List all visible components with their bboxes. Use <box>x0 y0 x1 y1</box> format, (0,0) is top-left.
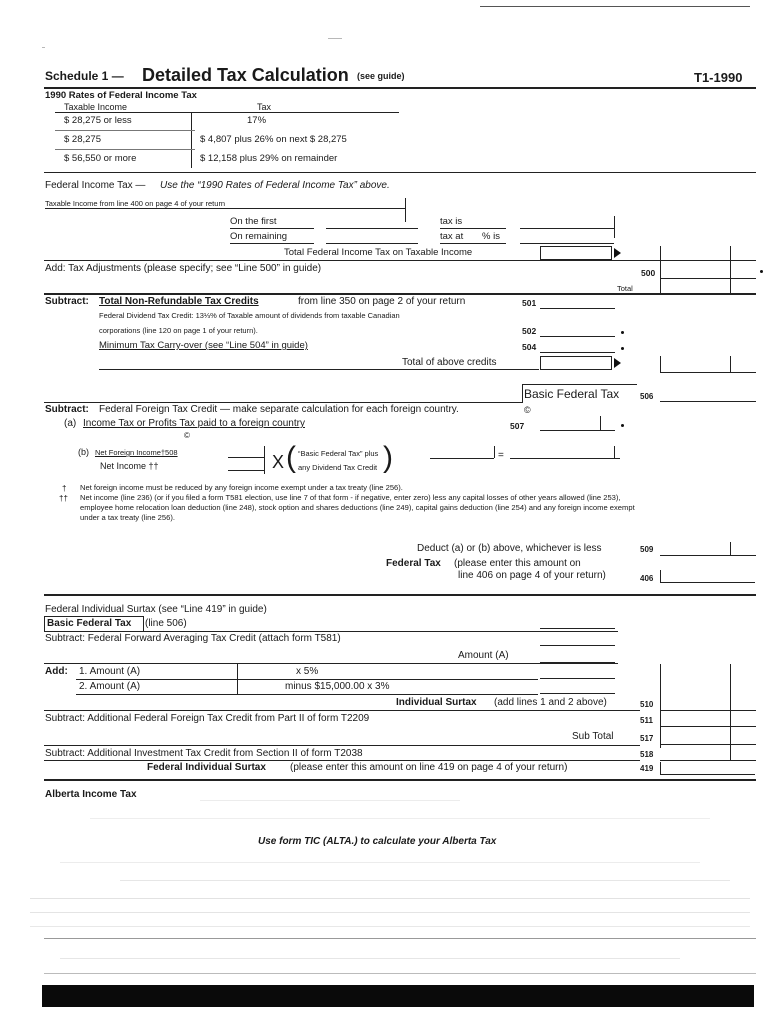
tax-at-field[interactable] <box>520 243 614 244</box>
line-507: 507 <box>510 421 525 431</box>
line-517-field[interactable] <box>660 744 756 745</box>
line-406: 406 <box>640 574 654 583</box>
rule <box>76 694 538 695</box>
on-remaining-label: On remaining <box>230 231 288 242</box>
line-501: 501 <box>522 298 537 308</box>
line-511: 511 <box>640 716 653 725</box>
pct-is-label: % is <box>482 231 500 242</box>
arrow-icon <box>614 358 621 368</box>
subtract-investment-credit: Subtract: Additional Investment Tax Credit from Section II of form T2038 <box>45 748 363 759</box>
faded-line <box>60 958 680 959</box>
section-rule <box>44 172 756 173</box>
subtract-label: Subtract: <box>45 404 89 415</box>
rule <box>230 243 314 244</box>
faded-line <box>60 862 700 863</box>
faded-line <box>90 818 710 819</box>
federal-tax-label: Federal Tax <box>386 558 441 569</box>
item-2-field[interactable] <box>540 693 615 694</box>
rule <box>730 542 731 556</box>
individual-surtax-label: Individual Surtax <box>396 697 477 708</box>
rule <box>44 745 640 746</box>
bullet-icon <box>760 270 763 273</box>
line-504-field[interactable] <box>540 352 615 353</box>
line-419: 419 <box>640 764 654 773</box>
net-income: Net Income †† <box>100 461 159 471</box>
surtax-item-1-calc: x 5% <box>296 666 319 677</box>
rule <box>600 416 601 430</box>
section-rule <box>44 594 756 596</box>
schedule-prefix: Schedule 1 — <box>45 69 124 83</box>
add-label: Add: <box>45 666 68 677</box>
alberta-heading: Alberta Income Tax <box>45 789 137 800</box>
item-a-text: Income Tax or Profits Tax paid to a foreign country <box>83 418 305 429</box>
copyright-mark: © <box>524 405 531 415</box>
result-field[interactable] <box>430 458 494 459</box>
rates-divider <box>191 112 192 168</box>
basic-line-ref: (line 506) <box>145 618 187 629</box>
line-509-field[interactable] <box>660 555 756 556</box>
item-b-label: (b) <box>78 447 89 457</box>
rates-col-income: Taxable Income <box>64 102 128 112</box>
rule <box>730 664 731 748</box>
rule <box>44 760 640 761</box>
dividend-credit-text: Federal Dividend Tax Credit: 13⅓% of Taxable amount of dividends from taxable Canadian <box>99 311 400 320</box>
line-406-field[interactable] <box>660 570 755 583</box>
rates-heading: 1990 Rates of Federal Income Tax <box>45 90 197 101</box>
on-first-label: On the first <box>230 216 277 227</box>
footnote-2: Net income (line 236) (or if you filed a form T581 election, use line 7 of that form - if negative, enter zero) less any capital losses of other years allowed (line 253), employee home relocation loan deduction (line 248), stock option and shares deductions (line 249), capital gains deduction (line 254) and any foreign income exempt under a tax treaty (line 256). <box>80 493 635 522</box>
faded-line <box>30 926 750 927</box>
top-edge-line <box>480 6 750 7</box>
faded-line <box>30 898 750 899</box>
surtax-heading: Federal Individual Surtax (see “Line 419” in guide) <box>45 604 267 615</box>
credits-result-field[interactable] <box>660 372 756 373</box>
form-id: T1-1990 <box>694 70 743 85</box>
surtax-item-2: 2. Amount (A) <box>79 681 141 692</box>
rates-header-rule <box>55 112 399 113</box>
on-remaining-field[interactable] <box>326 243 418 244</box>
speck <box>42 47 45 48</box>
rule <box>614 216 615 238</box>
dividend-credit-text: corporations (line 120 on page 1 of your return). <box>99 326 258 335</box>
rule <box>44 938 756 939</box>
item-a-label: (a) <box>64 418 77 429</box>
rule <box>730 246 731 294</box>
rule <box>230 228 314 229</box>
subtract-additional-foreign: Subtract: Additional Federal Foreign Tax Credit from Part II of form T2209 <box>45 713 370 724</box>
equals-mark: = <box>498 450 504 461</box>
line-500: 500 <box>641 268 656 278</box>
line-507-field[interactable] <box>540 430 615 431</box>
non-refundable-source: from line 350 on page 2 of your return <box>298 296 466 307</box>
rule <box>44 710 640 711</box>
total-credits-box[interactable] <box>540 356 612 370</box>
copyright-mark: © <box>184 431 190 440</box>
paren-open: ( <box>286 441 296 474</box>
amount-a-label: Amount (A) <box>458 650 509 661</box>
section-rule <box>44 293 756 295</box>
rule <box>660 246 661 294</box>
rate-row-tax: 17% <box>247 115 267 126</box>
rule <box>660 664 661 748</box>
dagger-mark: †† <box>59 494 68 503</box>
rule <box>614 446 615 458</box>
rule <box>44 631 618 632</box>
line-419-field[interactable] <box>660 762 755 775</box>
section-rule <box>44 260 756 261</box>
speck <box>328 38 342 39</box>
federal-heading-note: Use the “1990 Rates of Federal Income Tax” above. <box>160 180 390 191</box>
federal-tax-note: (please enter this amount on <box>454 558 581 569</box>
federal-tax-note: line 406 on page 4 of your return) <box>458 570 606 581</box>
federal-surtax-note: (please enter this amount on line 419 on page 4 of your return) <box>290 762 568 773</box>
faded-line <box>120 880 730 881</box>
total-federal-income-tax: Total Federal Income Tax on Taxable Income <box>284 247 473 258</box>
bullet-icon <box>621 424 624 427</box>
rule <box>405 198 406 222</box>
title-note: (see guide) <box>357 71 405 81</box>
arrow-icon <box>614 248 621 258</box>
total-label: Total <box>617 284 633 293</box>
footnote-1: Net foreign income must be reduced by any foreign income exempt under a tax treaty (line 256). <box>80 483 403 492</box>
basic-federal-tax: Basic Federal Tax <box>524 387 620 401</box>
deduct-lesser: Deduct (a) or (b) above, whichever is less <box>417 543 602 554</box>
rule <box>264 446 265 474</box>
line-518-field[interactable] <box>660 760 756 761</box>
paren-close: ) <box>383 441 393 474</box>
individual-surtax-note: (add lines 1 and 2 above) <box>494 697 607 708</box>
dagger-mark: † <box>62 484 67 493</box>
rule <box>494 446 495 458</box>
forward-averaging-field[interactable] <box>540 645 615 646</box>
paren-text: any Dividend Tax Credit <box>298 463 378 472</box>
add-tax-adjustments: Add: Tax Adjustments (please specify; see “Line 500” in guide) <box>45 263 322 274</box>
item-1-field[interactable] <box>540 678 615 679</box>
basic-federal-tax-label: Basic Federal Tax <box>47 618 132 629</box>
rate-row-income: $ 28,275 <box>64 134 101 145</box>
surtax-basic-field[interactable] <box>540 628 615 629</box>
taxable-income-from: Taxable Income from line 400 on page 4 of your return <box>45 199 226 208</box>
rule <box>730 356 731 372</box>
rule <box>730 748 731 760</box>
equals-field[interactable] <box>510 458 620 459</box>
line-504: 504 <box>522 342 537 352</box>
total-above-credits: Total of above credits <box>402 357 497 368</box>
line-501-field[interactable] <box>540 308 615 309</box>
paren-text: “Basic Federal Tax” plus <box>298 449 379 458</box>
rate-row-tax: $ 4,807 plus 26% on next $ 28,275 <box>200 134 347 145</box>
line-506-field[interactable] <box>660 401 756 402</box>
rule <box>440 228 506 229</box>
minimum-tax-carryover: Minimum Tax Carry-over (see “Line 504” in guide) <box>99 340 308 351</box>
foreign-credit-text: Federal Foreign Tax Credit — make separate calculation for each foreign country. <box>99 404 459 415</box>
surtax-item-1: 1. Amount (A) <box>79 666 141 677</box>
tax-is-field[interactable] <box>520 228 614 229</box>
line-510: 510 <box>640 700 654 709</box>
net-foreign-income: Net Foreign Income†508 <box>95 448 178 457</box>
line-509: 509 <box>640 545 654 554</box>
alberta-instruction: Use form TIC (ALTA.) to calculate your Alberta Tax <box>258 836 497 847</box>
tax-at-label: tax at <box>440 231 464 242</box>
on-first-field[interactable] <box>326 228 418 229</box>
non-refundable-credits: Total Non-Refundable Tax Credits <box>99 296 259 307</box>
rule <box>44 663 618 664</box>
line-502: 502 <box>522 326 537 336</box>
line-502-field[interactable] <box>540 336 615 337</box>
subtract-label: Subtract: <box>45 296 89 307</box>
federal-heading: Federal Income Tax — <box>45 180 146 191</box>
rule <box>44 973 756 974</box>
rule <box>660 356 661 372</box>
line-500-field[interactable] <box>660 278 756 279</box>
multiply-mark: X <box>272 452 285 472</box>
line-518: 518 <box>640 750 654 759</box>
surtax-item-2-calc: minus $15,000.00 x 3% <box>285 681 390 692</box>
rule <box>76 679 538 680</box>
subtract-forward-averaging: Subtract: Federal Forward Averaging Tax Credit (attach form T581) <box>45 633 341 644</box>
rates-row-rule <box>55 149 195 150</box>
rate-row-tax: $ 12,158 plus 29% on remainder <box>200 153 338 164</box>
rate-row-income: $ 56,550 or more <box>64 153 137 164</box>
rates-col-tax: Tax <box>257 102 272 112</box>
page-bottom-bar <box>42 985 754 1007</box>
faded-line <box>30 912 750 913</box>
rule <box>99 369 539 370</box>
net-income-field[interactable] <box>228 470 264 471</box>
line-506: 506 <box>640 392 654 401</box>
line-511-field[interactable] <box>660 726 756 727</box>
section-rule <box>44 779 756 781</box>
rule <box>440 243 506 244</box>
faded-line <box>200 800 460 801</box>
federal-surtax-label: Federal Individual Surtax <box>147 762 266 773</box>
bullet-icon <box>621 347 624 350</box>
header-rule <box>44 87 756 89</box>
section-rule <box>44 402 522 403</box>
total-federal-tax-box[interactable] <box>540 246 612 260</box>
page-title: Detailed Tax Calculation <box>142 65 349 85</box>
rate-row-income: $ 28,275 or less <box>64 115 132 126</box>
line-510-field[interactable] <box>660 710 756 711</box>
line-517: 517 <box>640 734 654 743</box>
tax-is-label: tax is <box>440 216 463 227</box>
rule <box>45 208 405 209</box>
rates-row-rule <box>55 130 195 131</box>
net-foreign-field[interactable] <box>228 457 264 458</box>
bullet-icon <box>621 331 624 334</box>
sub-total-label: Sub Total <box>572 731 614 742</box>
